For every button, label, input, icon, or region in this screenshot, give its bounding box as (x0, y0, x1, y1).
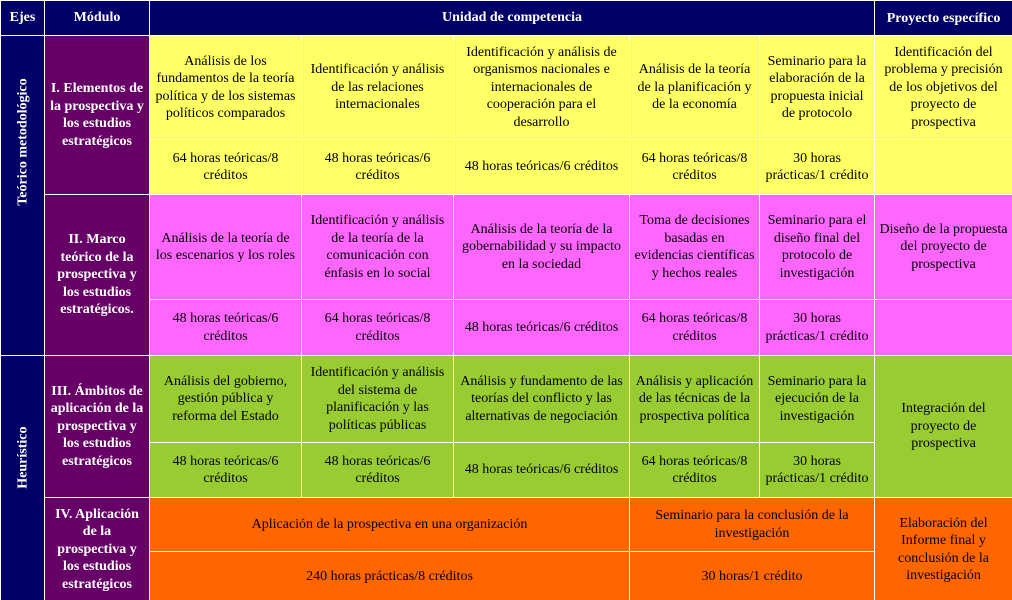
m2-unit-3: Análisis de la teoría de la gobernabilidad y su impacto en la sociedad (454, 195, 630, 300)
m3-hours-2: 48 horas teóricas/6 créditos (302, 443, 454, 498)
m1-unit-5: Seminario para la elaboración de la propuesta inicial de protocolo (760, 36, 875, 140)
m1-hours-5: 30 horas prácticas/1 crédito (760, 140, 875, 195)
m2-hours-3: 48 horas teóricas/6 créditos (454, 300, 630, 356)
m2-project: Diseño de la propuesta del proyecto de prospectiva (875, 195, 1012, 300)
m2-unit-4: Toma de decisiones basadas en evidencias científicas y hechos reales (630, 195, 760, 300)
header-unidad: Unidad de competencia (150, 1, 875, 36)
eje-heuristico-label: Heurístico (14, 426, 30, 489)
m2-hours-1: 48 horas teóricas/6 créditos (150, 300, 302, 356)
m1-unit-1: Análisis de los fundamentos de la teoría política y de los sistemas políticos comparados (150, 36, 302, 140)
m3-unit-1: Análisis del gobierno, gestión pública y reforma del Estado (150, 356, 302, 443)
eje-heuristico (1, 356, 45, 600)
m1-project-empty (875, 140, 1012, 195)
module-2-name: II. Marco teórico de la prospectiva y los estudios estratégicos. (45, 195, 150, 356)
m4-unit-seminar: Seminario para la conclusión de la investigación (630, 498, 875, 552)
m3-project: Integración del proyecto de prospectiva (875, 356, 1012, 498)
m3-hours-5: 30 horas prácticas/1 crédito (760, 443, 875, 498)
module-1-name: I. Elementos de la prospectiva y los estudios estratégicos (45, 36, 150, 195)
m1-hours-4: 64 horas teóricas/8 créditos (630, 140, 760, 195)
m3-hours-3: 48 horas teóricas/6 créditos (454, 443, 630, 498)
m3-hours-1: 48 horas teóricas/6 créditos (150, 443, 302, 498)
m1-unit-3: Identificación y análisis de organismos nacionales e internacionales de cooperación para el desarrollo (454, 36, 630, 140)
m4-hours-seminar: 30 horas/1 crédito (630, 552, 875, 600)
m3-unit-4: Análisis y aplicación de las técnicas de la prospectiva política (630, 356, 760, 443)
header-proyecto: Proyecto específico (875, 1, 1012, 36)
m2-hours-5: 30 horas prácticas/1 crédito (760, 300, 875, 356)
m1-unit-4: Análisis de la teoría de la planificación y de la economía (630, 36, 760, 140)
m3-unit-5: Seminario para la ejecución de la investigación (760, 356, 875, 443)
m3-unit-3: Análisis y fundamento de las teorías del conflicto y las alternativas de negociación (454, 356, 630, 443)
m2-unit-5: Seminario para el diseño final del protocolo de investigación (760, 195, 875, 300)
m1-hours-1: 64 horas teóricas/8 créditos (150, 140, 302, 195)
m3-unit-2: Identificación y análisis del sistema de planificación y las políticas públicas (302, 356, 454, 443)
m4-project: Elaboración del Informe final y conclusión de la investigación (875, 498, 1012, 600)
m2-hours-4: 64 horas teóricas/8 créditos (630, 300, 760, 356)
module-3-name: III. Ámbitos de aplicación de la prospectiva y los estudios estratégicos (45, 356, 150, 498)
m1-project: Identificación del problema y precisión de los objetivos del proyecto de prospectiva (875, 36, 1012, 140)
module-4-name: IV. Aplicación de la prospectiva y los estudios estratégicos (45, 498, 150, 600)
m3-hours-4: 64 horas teóricas/8 créditos (630, 443, 760, 498)
m1-unit-2: Identificación y análisis de las relaciones internacionales (302, 36, 454, 140)
m2-unit-1: Análisis de la teoría de los escenarios y los roles (150, 195, 302, 300)
m2-project-empty (875, 300, 1012, 356)
eje-teorico-label: Teórico metodológico (14, 78, 30, 206)
m4-hours-main: 240 horas prácticas/8 créditos (150, 552, 630, 600)
eje-teorico (1, 36, 45, 356)
m2-hours-2: 64 horas teóricas/8 créditos (302, 300, 454, 356)
header-ejes: Ejes (1, 1, 45, 36)
m1-hours-3: 48 horas teóricas/6 créditos (454, 140, 630, 195)
header-modulo: Módulo (45, 1, 150, 36)
m2-unit-2: Identificación y análisis de la teoría de la comunicación con énfasis en lo social (302, 195, 454, 300)
m4-unit-main: Aplicación de la prospectiva en una organización (150, 498, 630, 552)
m1-hours-2: 48 horas teóricas/6 créditos (302, 140, 454, 195)
